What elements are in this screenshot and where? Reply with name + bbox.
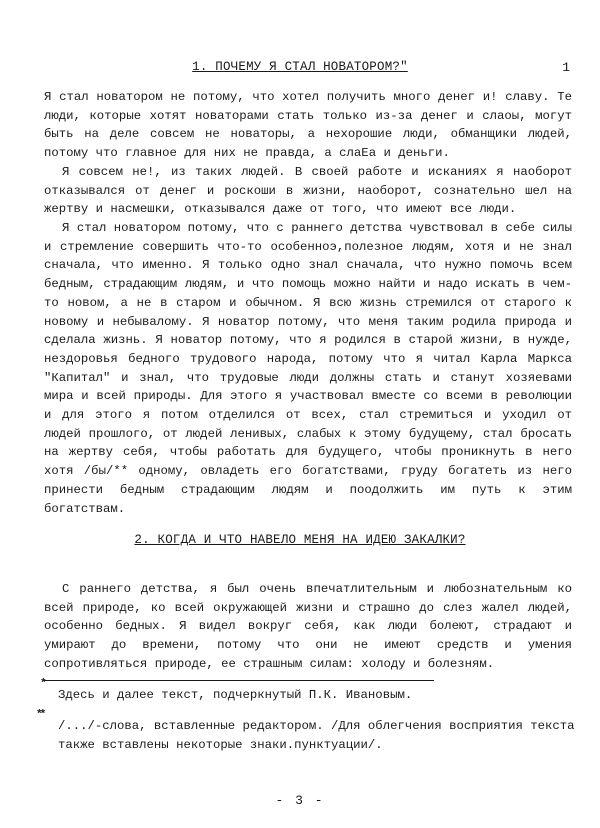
section1-paragraph-2: Я совсем не!, из таких людей. В своей работе и исканиях я наоборот отказывался от денег и роскоши в жизни, наоборот, сознательно шел на жертву и насмешки, отказывался даже от того, что имеют все люди. <box>44 165 572 217</box>
footnote-1: Здесь и далее текст, подчеркнутый П.К. Ивановым. <box>58 688 413 702</box>
page-number: - 3 - <box>275 793 325 808</box>
section2-paragraph-1: С раннего детства, я был очень впечатлительным и любознательным ко всей природе, ко всей окружающей жизни и страшно до слез жалел людей, особенно бедных. Я видел вокруг себя, как люди болеют, страдают и умирают до времени, потому что они не имеют средств и умения сопротивляться природе, ее страшным силам: холоду и болезням. <box>44 582 572 671</box>
section1-paragraph-3: Я стал новатором потому, что с раннего детства чувствовал в себе силы и стремление совершить что-то особенноэ,полезное людям, хотя и не знал сначала, что именно. Я только одно знал сначала, что нужно помочь всем бедным, страдающим людям, и что помощь можно найти и надо искать в чем-то новом, а не в старом и обычном. Я всю жизнь стремился от старого к новому и небывалому. Я новатор потому, что меня таким родила природа и сделала жизнь. Я новатор потому, что я родился в старой жизни, в нужде, нездоровья бедного трудового народа, потому что я читал Карла Маркса "Капитал" и знал, что трудовые люди должны стать и станут хозяевами мира и всей природы. Для этого я участвовал вместе со всеми в революции и для этого я потом отделился от всех, стал стремиться и уходил от людей прошлого, от людей ленивых, слабых к этому будущему, стал бросать на жертву себя, чтобы работать для будущего, чтобы проникнуть в него хотя /бы/** одному, овладеть его богатствами, груду богатеть из него принести бедным страдающим людям и поодолжить им путь к этим богатствам. <box>44 221 572 516</box>
section1-paragraph-1: Я стал новатором не потому, что хотел получить много денег и! славу. Те люди, которые хотят новаторами стать только из-за денег и слаоы, могут быть на деле совсем не новаторы, а нехорошие люди, обманщики людей, потому что главное для них не правда, а слаЕа и деньги. <box>44 90 572 161</box>
footnote-mark-1: * <box>40 678 44 690</box>
footnote-separator <box>44 680 434 681</box>
corner-page-mark: 1 <box>562 60 570 75</box>
section1-heading: 1. ПОЧЕМУ Я СТАЛ НОВАТОРОМ?" <box>192 60 408 74</box>
footnote-mark-2: ** <box>36 709 44 721</box>
footnote-2: /.../-слова, вставленные редактором. /Для облегчения восприятия текста также вставлены некоторые знаки.пунктуации/. <box>58 719 575 752</box>
section2-heading: 2. КОГДА И ЧТО НАВЕЛО МЕНЯ НА ИДЕЮ ЗАКАЛКИ? <box>134 533 466 547</box>
